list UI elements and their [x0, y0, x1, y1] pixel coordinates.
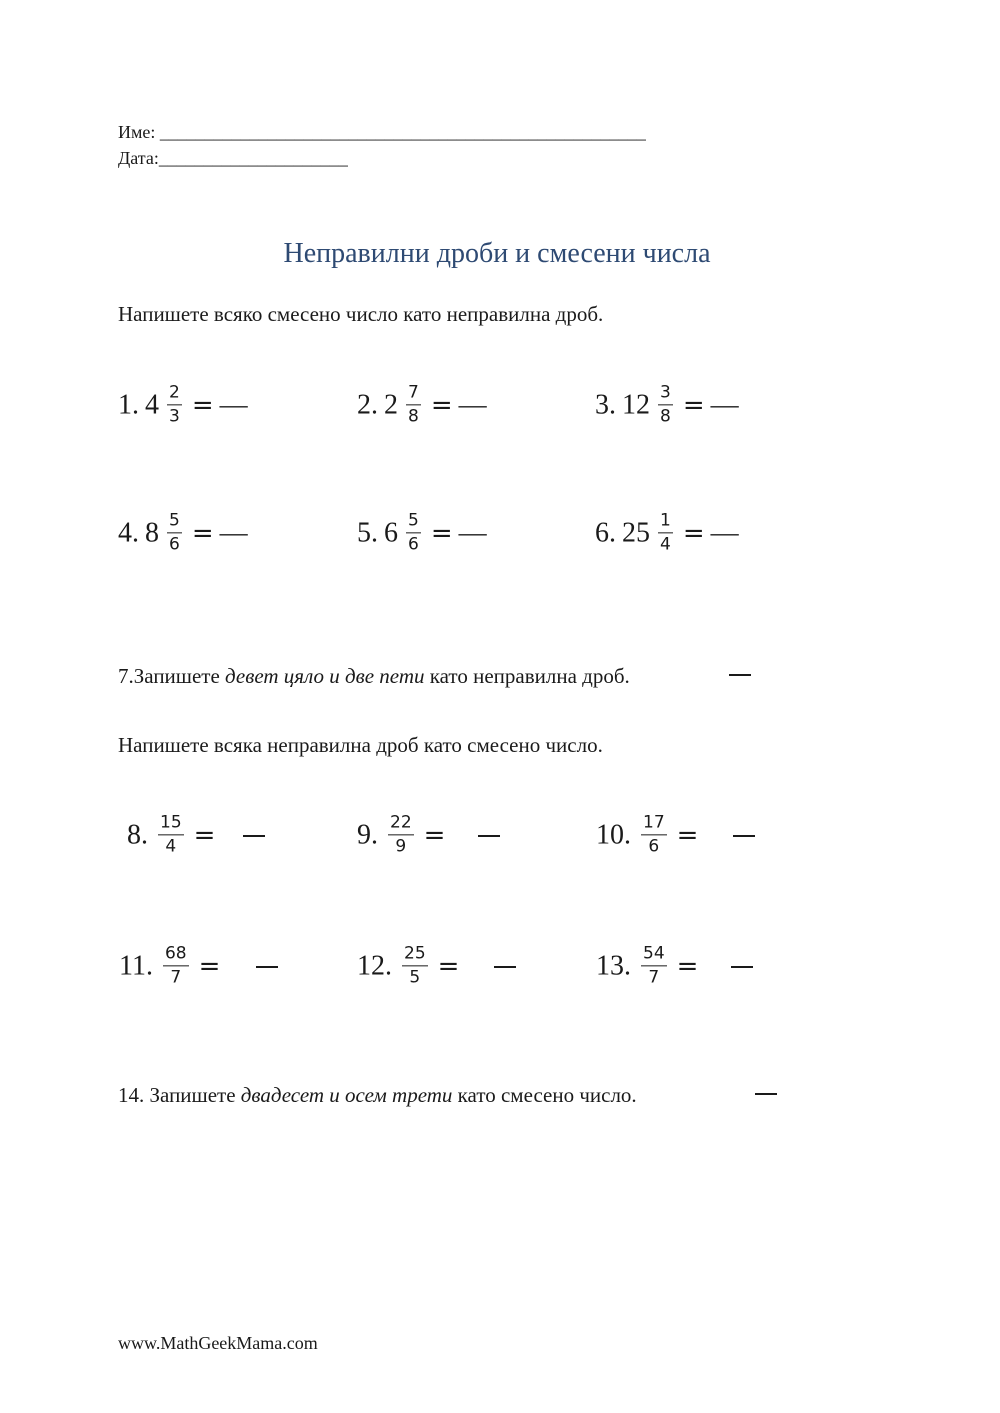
fraction: [158, 814, 184, 855]
name-blank[interactable]: ______________________________________________________: [159, 122, 646, 142]
problem-label: 12.: [357, 949, 392, 981]
answer-dash[interactable]: —: [710, 516, 739, 548]
name-line: [118, 122, 646, 142]
whole-number: 25: [622, 516, 650, 548]
numerator: 5: [408, 510, 419, 531]
equals-sign: =: [423, 819, 446, 850]
denominator: 6: [648, 836, 660, 857]
fraction: [658, 384, 673, 425]
answer-dash[interactable]: —: [219, 516, 248, 548]
answer-dash[interactable]: —: [458, 516, 487, 548]
answer-dash-9[interactable]: [478, 835, 500, 837]
question-text-pre: Запишете: [144, 1083, 241, 1107]
equals-sign: =: [191, 389, 214, 420]
answer-dash-13[interactable]: [731, 966, 753, 968]
denominator: 6: [169, 534, 180, 555]
problem-6: [595, 512, 739, 553]
problem-label: 13.: [596, 949, 631, 981]
equals-sign: =: [193, 819, 216, 850]
section1-instruction: Напишете всяко смесено число като неправилна дроб.: [118, 302, 604, 326]
question-label: 14.: [118, 1083, 145, 1107]
fraction: [167, 512, 182, 553]
answer-dash-14[interactable]: [755, 1093, 777, 1095]
answer-dash-8[interactable]: [243, 835, 265, 837]
equals-sign: =: [191, 517, 214, 548]
numerator: 5: [169, 510, 180, 531]
section2-instruction: Напишете всяка неправилна дроб като смесено число.: [118, 733, 603, 757]
whole-number: 2: [384, 388, 398, 420]
problem-9: [357, 814, 451, 855]
numerator: 54: [643, 943, 665, 964]
answer-dash-10[interactable]: [733, 835, 755, 837]
numerator: 68: [164, 943, 187, 964]
denominator: 8: [408, 406, 419, 427]
numerator: 3: [660, 382, 671, 403]
numerator: 1: [660, 510, 671, 531]
problem-label: 3.: [595, 388, 616, 420]
numerator: 17: [643, 812, 665, 833]
equals-sign: =: [676, 819, 699, 850]
name-label: Име:: [118, 122, 160, 142]
problem-1: [118, 384, 248, 425]
numerator: 15: [160, 812, 182, 833]
numerator: 22: [390, 812, 412, 833]
problem-label: 1.: [118, 388, 139, 420]
equals-sign: =: [430, 389, 453, 420]
denominator: 7: [170, 967, 182, 988]
equals-sign: =: [676, 950, 699, 981]
denominator: 9: [395, 836, 407, 857]
question-text-italic: двадесет и осем трети: [240, 1083, 453, 1107]
date-blank[interactable]: _____________________: [158, 148, 348, 168]
date-line: [118, 148, 348, 168]
question-14: [118, 1083, 637, 1108]
answer-dash[interactable]: —: [219, 388, 248, 420]
fraction: [658, 512, 673, 553]
answer-dash-11[interactable]: [256, 966, 278, 968]
problem-8: [127, 814, 221, 855]
question-text-post: като неправилна дроб.: [424, 664, 630, 688]
denominator: 4: [165, 836, 177, 857]
whole-number: 6: [384, 516, 398, 548]
fraction: [406, 512, 421, 553]
date-label: Дата:: [118, 148, 159, 168]
problem-2: [357, 384, 487, 425]
fraction: [163, 945, 189, 986]
fraction: [641, 945, 667, 986]
whole-number: 12: [622, 388, 650, 420]
question-label: 7.: [118, 664, 134, 688]
fraction: [402, 945, 428, 986]
problem-label: 8.: [127, 818, 148, 850]
numerator: 2: [169, 382, 180, 403]
whole-number: 8: [145, 516, 159, 548]
whole-number: 4: [145, 388, 159, 420]
answer-dash-7[interactable]: [729, 674, 751, 676]
numerator: 25: [404, 943, 426, 964]
equals-sign: =: [437, 950, 460, 981]
problem-label: 5.: [357, 516, 378, 548]
problem-label: 6.: [595, 516, 616, 548]
fraction: [406, 384, 421, 425]
denominator: 5: [409, 967, 421, 988]
denominator: 4: [660, 534, 671, 555]
problem-label: 2.: [357, 388, 378, 420]
fraction: [641, 814, 667, 855]
equals-sign: =: [682, 389, 705, 420]
answer-dash[interactable]: —: [710, 388, 739, 420]
problem-3: [595, 384, 739, 425]
question-text-pre: Запишете: [133, 664, 226, 688]
question-text-post: като смесено число.: [452, 1083, 637, 1107]
answer-dash[interactable]: —: [458, 388, 487, 420]
problem-label: 4.: [118, 516, 139, 548]
equals-sign: =: [430, 517, 453, 548]
problem-11: [119, 945, 226, 986]
equals-sign: =: [682, 517, 705, 548]
page-title: Неправилни дроби и смесени числа: [283, 238, 711, 269]
footer-website: www.MathGeekMama.com: [118, 1333, 318, 1353]
problem-label: 10.: [596, 818, 631, 850]
question-text-italic: девет цяло и две пети: [225, 664, 425, 688]
problem-10: [596, 814, 704, 855]
fraction: [388, 814, 414, 855]
problem-label: 11.: [119, 949, 153, 981]
denominator: 8: [660, 406, 671, 427]
problem-label: 9.: [357, 818, 378, 850]
problem-5: [357, 512, 487, 553]
problem-12: [357, 945, 465, 986]
numerator: 7: [408, 382, 419, 403]
problem-4: [118, 512, 248, 553]
equals-sign: =: [198, 950, 221, 981]
denominator: 6: [408, 534, 419, 555]
question-7: [118, 664, 630, 689]
denominator: 3: [169, 406, 180, 427]
fraction: [167, 384, 182, 425]
answer-dash-12[interactable]: [494, 966, 516, 968]
denominator: 7: [648, 967, 660, 988]
problem-13: [596, 945, 704, 986]
